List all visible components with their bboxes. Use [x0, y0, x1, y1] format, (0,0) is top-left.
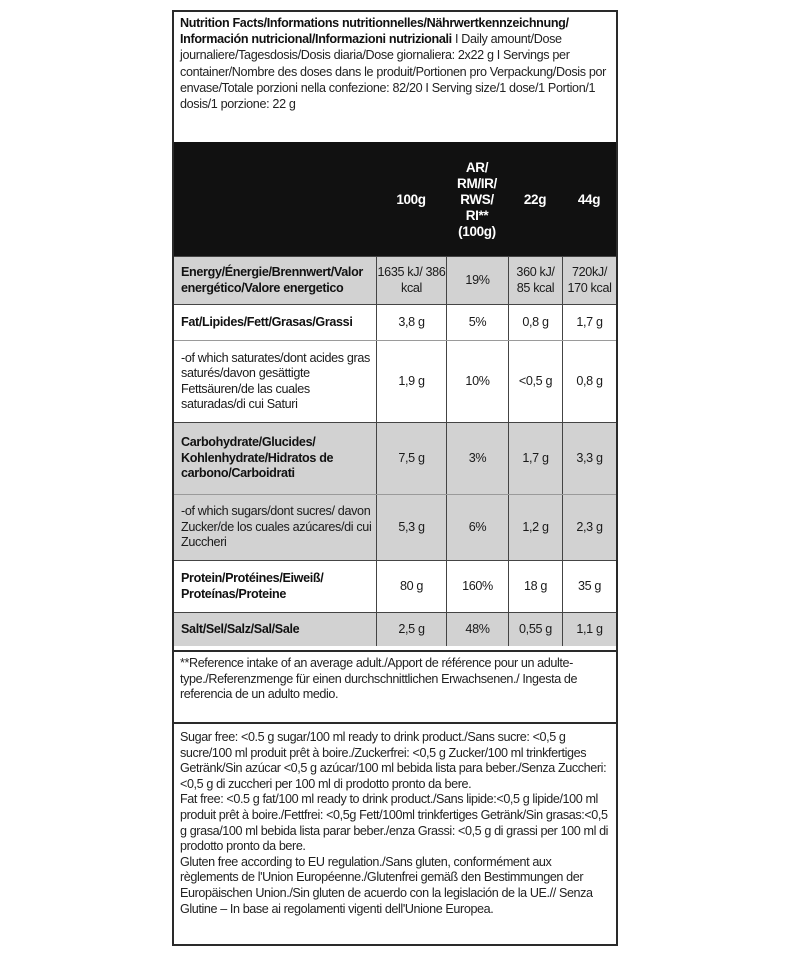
value-100g: 7,5 g	[376, 423, 446, 494]
table-row-protein	[174, 560, 616, 612]
table-row-saturates	[174, 340, 616, 422]
table-row-energy	[174, 256, 616, 304]
row-label: Carbohydrate/Glucides/ Kohlenhydrate/Hidratos de carbono/Carboidrati	[181, 435, 334, 481]
value-ri: 19%	[446, 257, 508, 304]
value-100g: 3,8 g	[376, 305, 446, 340]
value-ri: 48%	[446, 613, 508, 646]
table-header-row	[174, 142, 616, 256]
gluten-free-claim: Gluten free according to EU regulation./Sans gluten, conformément aux règlements de l'Union Européenne./Glutenfrei gemäß den Bestimmungen der Europäischen Union./Sin gluten de acuerdo con la legislación de la UE.// Senza Glutine – In base ai regolamenti vigenti dell'Unione Europea.	[180, 854, 593, 916]
column-header-reference-intake: AR/ RM/IR/ RWS/ RI** (100g)	[457, 160, 497, 239]
value-100g: 1635 kJ/ 386 kcal	[376, 257, 446, 304]
value-ri: 3%	[446, 423, 508, 494]
table-row-carbohydrate	[174, 422, 616, 494]
value-44g: 0,8 g	[562, 341, 616, 422]
value-ri: 10%	[446, 341, 508, 422]
header-title-line-2: Información nutricional/Informazioni nutrizionali	[180, 32, 452, 47]
value-44g: 720kJ/ 170 kcal	[562, 257, 616, 304]
value-ri: 6%	[446, 495, 508, 560]
value-44g: 2,3 g	[562, 495, 616, 560]
value-44g: 35 g	[562, 561, 616, 612]
value-22g: 0,8 g	[508, 305, 562, 340]
row-label: Protein/Protéines/Eiweiß/ Proteínas/Proteine	[181, 571, 324, 601]
table-row-fat	[174, 304, 616, 340]
value-100g: 5,3 g	[376, 495, 446, 560]
header-serving-text: Daily amount/Dose journaliere/Tagesdosis/Dosis diaria/Dose giornaliera: 2x22 g I Servings per container/Nombre des doses dans le produit/Portionen pro Verpackung/Dosis por envase/Totale porzioni nella confezione: 82/20 I Serving size/1 dose/1 Portion/1 dosis/1 porzione: 22 g	[180, 32, 606, 112]
column-header-44g: 44g	[577, 192, 601, 208]
value-100g: 2,5 g	[376, 613, 446, 646]
footnote-text: **Reference intake of an average adult./Apport de référence pour un adulte-type./Referenzmenge für einen durchschnittlichen Erwachsenen./ Ingesta de referencia de un adulto medio.	[180, 656, 578, 702]
value-22g: 1,2 g	[508, 495, 562, 560]
column-header-22g: 22g	[523, 192, 547, 208]
value-22g: <0,5 g	[508, 341, 562, 422]
fat-free-claim: Fat free: <0.5 g fat/100 ml ready to drink product./Sans lipide:<0,5 g lipide/100 ml produit prêt à boire./Fettfrei: <0,5g Fett/100ml trinkfertiges Getränk/Sin grasas:<0,5 g grasa/100 ml bebida lista parar beber./enza Grassi: <0,5 g di grassi per 100 ml di prodotto pronto da bere.	[180, 792, 609, 854]
column-header-100g: 100g	[396, 192, 426, 208]
row-label: Salt/Sel/Salz/Sal/Sale	[181, 621, 300, 636]
value-44g: 1,7 g	[562, 305, 616, 340]
value-ri: 160%	[446, 561, 508, 612]
sugar-free-claim: Sugar free: <0.5 g sugar/100 ml ready to drink product./Sans sucre: <0,5 g sucre/100 ml produit prêt à boire./Zuckerfrei: <0,5 g Zucker/100 ml trinkfertiges Getränk/Sin azúcar <0,5 g azúcar/100 ml bebida lista para beber./Senza Zuccheri: <0,5 g di zuccheri per 100 ml di prodotto pronto da bere.	[180, 730, 607, 791]
reference-intake-footnote	[174, 650, 616, 722]
row-label: -of which saturates/dont acides gras saturés/davon gesättigte Fettsäuren/de las cuales saturadas/di cui Saturi	[181, 350, 371, 411]
row-label: Fat/Lipides/Fett/Grasas/Grassi	[181, 314, 353, 329]
column-header-label	[174, 144, 376, 256]
value-100g: 1,9 g	[376, 341, 446, 422]
value-22g: 1,7 g	[508, 423, 562, 494]
nutrition-facts-panel	[172, 10, 618, 946]
row-label: Energy/Énergie/Brennwert/Valor energético/Valore energetico	[181, 265, 363, 295]
header-separator: I	[451, 32, 462, 47]
claims-section	[174, 722, 616, 944]
value-ri: 5%	[446, 305, 508, 340]
value-22g: 0,55 g	[508, 613, 562, 646]
table-row-sugars	[174, 494, 616, 560]
value-100g: 80 g	[376, 561, 446, 612]
table-row-salt	[174, 612, 616, 646]
value-22g: 18 g	[508, 561, 562, 612]
header-title-line-1: Nutrition Facts/Informations nutritionnelles/Nährwertkennzeichnung/	[180, 16, 569, 30]
value-44g: 3,3 g	[562, 423, 616, 494]
value-22g: 360 kJ/ 85 kcal	[508, 257, 562, 304]
nutrition-header	[174, 12, 616, 142]
row-label: -of which sugars/dont sucres/ davon Zucker/de los cuales azúcares/di cui Zuccheri	[181, 504, 372, 550]
value-44g: 1,1 g	[562, 613, 616, 646]
